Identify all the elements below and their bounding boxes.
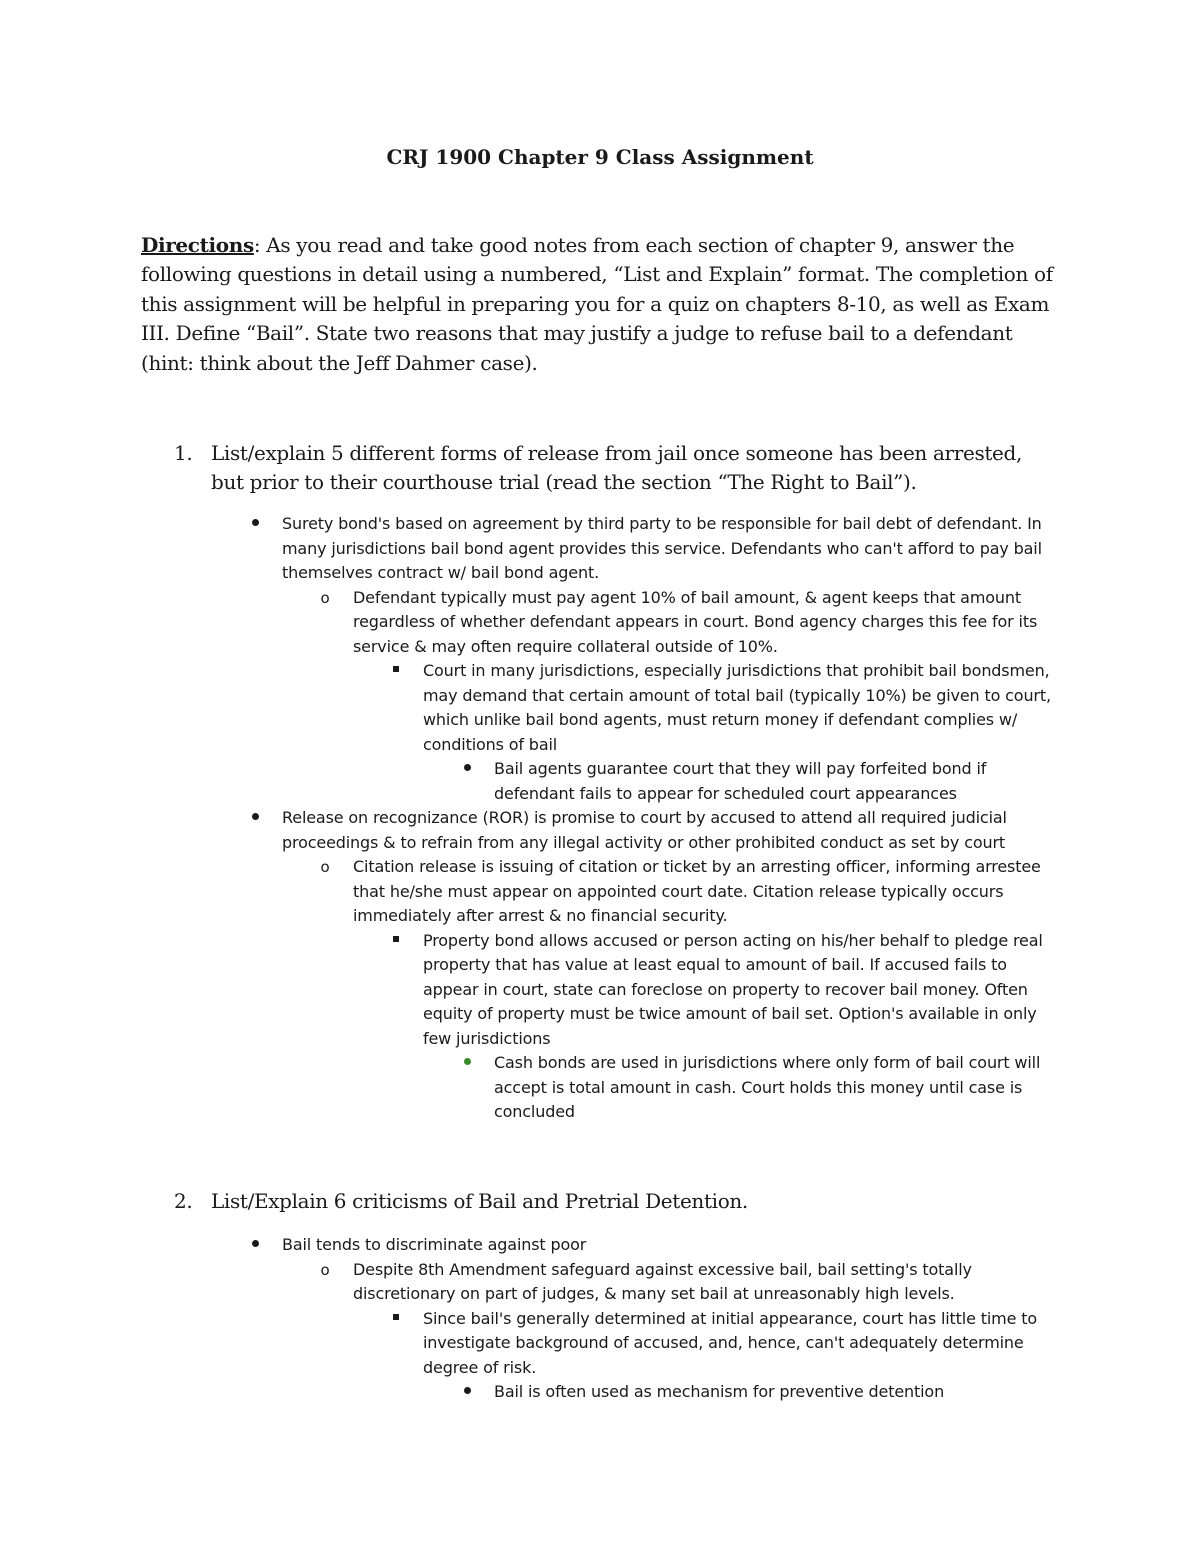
bullet-dot-icon (457, 1380, 477, 1405)
list-item (320, 1258, 1058, 1307)
document-title: CRJ 1900 Chapter 9 Class Assignment (386, 145, 814, 169)
directions-label: Directions (141, 233, 254, 257)
list-item (494, 1380, 1064, 1405)
list-item-text: Bail agents guarantee court that they will pay forfeited bond if defendant fails to appear for scheduled court appearances (494, 759, 987, 803)
bullet-dot-icon (245, 806, 265, 831)
list-item-text: Despite 8th Amendment safeguard against excessive bail, bail setting's totally discretionary on part of judges, & many set bail at unreasonably high levels. (353, 1259, 972, 1303)
list-item-text: Citation release is issuing of citation or ticket by an arresting officer, informing arrestee that he/she must appear on appointed court date. Citation release typically occurs immediately after arrest & no financial security. (353, 857, 1041, 925)
list-item-text: Cash bonds are used in jurisdictions where only form of bail court will accept is total amount in cash. Court holds this money until case is concluded (494, 1053, 1041, 1121)
directions-paragraph (141, 231, 1061, 378)
list-item-text: Bail tends to discriminate against poor (282, 1235, 587, 1254)
question-2-answers (0, 1233, 1200, 1405)
list-item (423, 1307, 1063, 1381)
list-item (282, 806, 1062, 855)
bullet-dot-icon (457, 757, 477, 782)
bullet-square-icon (386, 1307, 406, 1332)
list-item (423, 929, 1063, 1052)
list-item (282, 512, 1062, 586)
list-item-text: Bail is often used as mechanism for preventive detention (494, 1382, 945, 1401)
list-item-text: Release on recognizance (ROR) is promise to court by accused to attend all required judicial proceedings & to refrain from any illegal activity or other prohibited conduct as set by court (282, 808, 1007, 852)
bullet-square-icon (386, 659, 406, 684)
list-item (282, 1233, 1062, 1258)
list-item (494, 757, 1064, 806)
question-1 (174, 439, 1054, 496)
bullet-green-dot-icon (457, 1051, 477, 1076)
list-item (494, 1051, 1064, 1125)
question-text: List/explain 5 different forms of release from jail once someone has been arrested, but prior to their courthouse trial (read the section “The Right to Bail”). (211, 441, 1022, 494)
question-text: List/Explain 6 criticisms of Bail and Pretrial Detention. (211, 1189, 748, 1213)
directions-text: : As you read and take good notes from each section of chapter 9, answer the following questions in detail using a numbered, “List and Explain” format. The completion of this assignment will be helpful in preparing you for a quiz on chapters 8-10, as well as Exam III. Define “Bail”. State two reasons that may justify a judge to refuse bail to a defendant (hint: think about the Jeff Dahmer case). (141, 233, 1053, 375)
bullet-circle-icon: o (320, 1260, 330, 1279)
question-2 (174, 1187, 1054, 1216)
bullet-circle-icon: o (320, 588, 330, 607)
question-number: 2. (174, 1189, 193, 1213)
bullet-dot-icon (245, 1233, 265, 1258)
bullet-square-icon (386, 929, 406, 954)
list-item (423, 659, 1063, 757)
list-item (320, 855, 1058, 929)
list-item-text: Court in many jurisdictions, especially jurisdictions that prohibit bail bondsmen, may demand that certain amount of total bail (typically 10%) be given to court, which unlike bail bond agents, must return money if defendant complies w/ conditions of bail (423, 661, 1051, 754)
list-item-text: Defendant typically must pay agent 10% of bail amount, & agent keeps that amount regardless of whether defendant appears in court. Bond agency charges this fee for its service & may often require collateral outside of 10%. (353, 587, 1038, 656)
bullet-circle-icon: o (320, 858, 330, 876)
list-item-text: Since bail's generally determined at initial appearance, court has little time to investigate background of accused, and, hence, can't adequately determine degree of risk. (423, 1308, 1037, 1377)
list-item-text: Surety bond's based on agreement by third party to be responsible for bail debt of defendant. In many jurisdictions bail bond agent provides this service. Defendants who can't afford to pay bail themselves contract w/ bail bond agent. (282, 514, 1042, 582)
question-number: 1. (174, 441, 193, 465)
question-1-answers (0, 512, 1200, 1125)
bullet-dot-icon (245, 512, 265, 537)
list-item-text: Property bond allows accused or person acting on his/her behalf to pledge real property that has value at least equal to amount of bail. If accused fails to appear in court, state can foreclose on property to recover bail money. Often equity of property must be twice amount of bail set. Option's available in only few jurisdictions (423, 930, 1043, 1048)
list-item (320, 586, 1058, 660)
